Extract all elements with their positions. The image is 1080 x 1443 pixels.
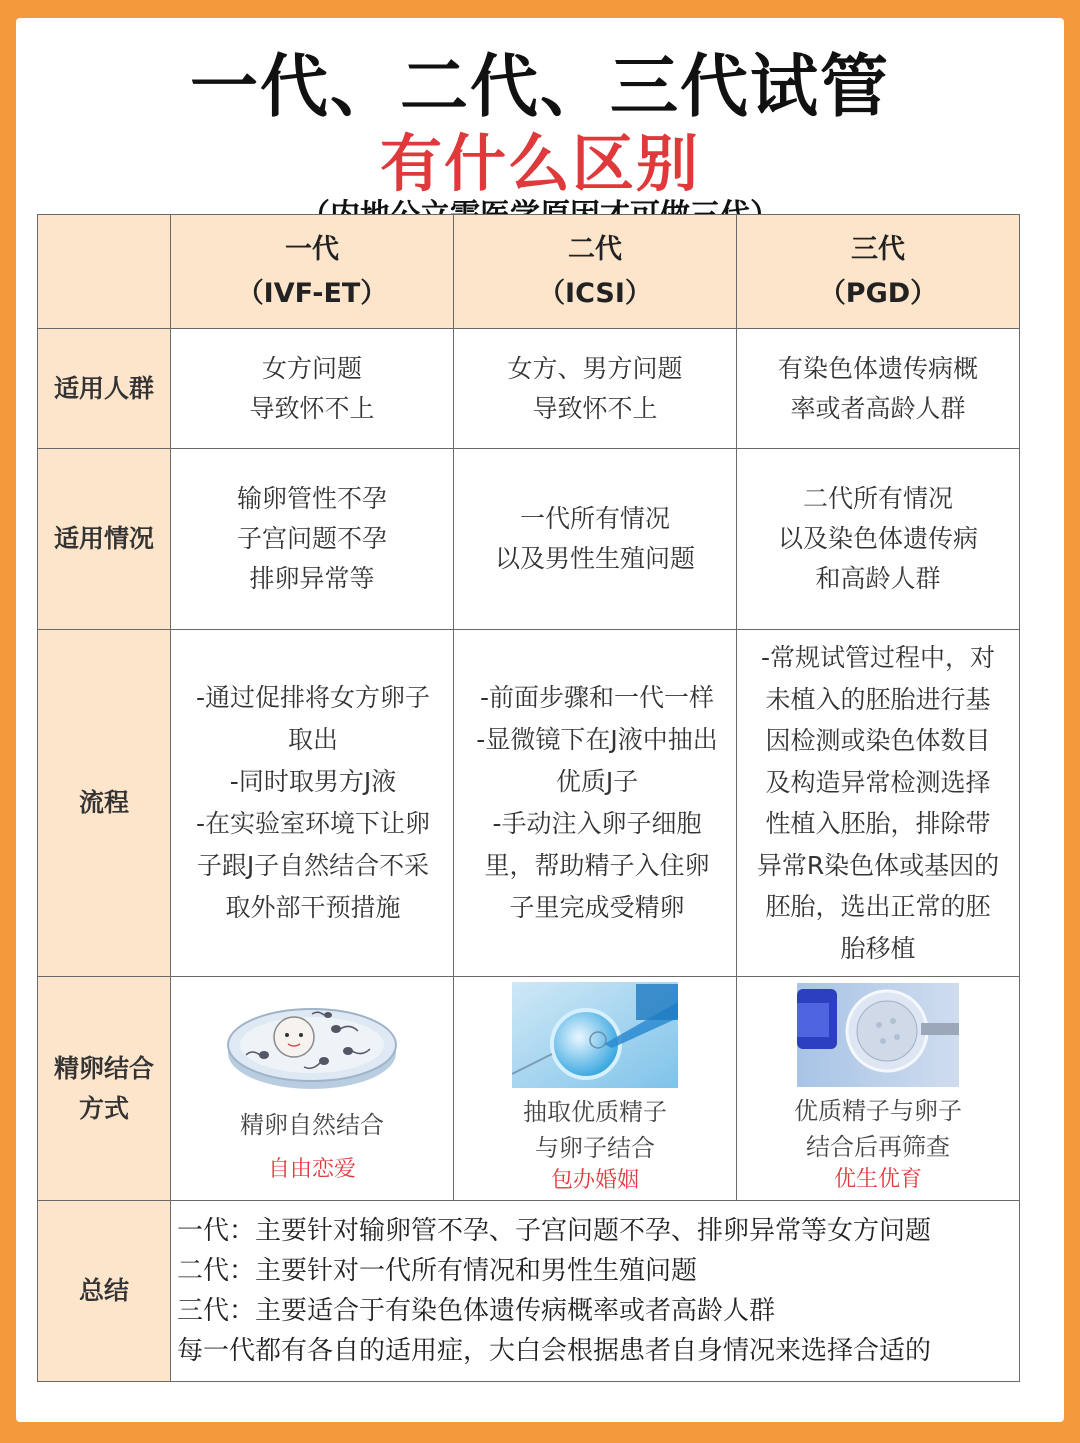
cell-text: -显微镜下在J液中抽出 <box>476 725 718 754</box>
cell-text: 性植入胚胎，排除带 <box>765 809 991 838</box>
cell-situation-gen1 <box>171 449 454 630</box>
cell-process-gen1 <box>171 630 454 977</box>
embryo-screening-icon <box>797 983 959 1087</box>
cell-text: 率或者高龄人群 <box>790 393 966 423</box>
cell-method-gen2 <box>454 977 737 1201</box>
cell-text: 及构造异常检测选择 <box>765 767 991 797</box>
method-caption: 与卵子结合 <box>535 1133 655 1162</box>
cell-text: 排卵异常等 <box>249 564 375 593</box>
cell-text: -常规试管过程中，对 <box>760 643 996 672</box>
method-caption: 精卵自然结合 <box>240 1110 384 1139</box>
cell-text: 里，帮助精子入住卵 <box>484 851 710 880</box>
header-row <box>38 215 1020 329</box>
summary-line: 一代：主要针对输卵管不孕、子宫问题不孕、排卵异常等女方问题 <box>177 1216 932 1246</box>
row-label-summary: 总结 <box>38 1201 171 1382</box>
header-gen-abbr: （PGD） <box>818 277 938 309</box>
header-gen-abbr: （ICSI） <box>538 277 652 309</box>
comparison-table <box>37 214 1020 1382</box>
header-gen-name: 一代 <box>285 233 339 265</box>
method-tag: 自由恋爱 <box>267 1156 356 1182</box>
cell-text: 子跟J子自然结合不采 <box>196 851 430 880</box>
row-label-population: 适用人群 <box>38 329 171 449</box>
row-method <box>38 977 1020 1201</box>
cell-population-gen1 <box>171 329 454 449</box>
row-process <box>38 630 1020 977</box>
row-label-process: 流程 <box>38 630 171 977</box>
cell-text: 以及男性生殖问题 <box>494 544 695 573</box>
cell-text: 胎移植 <box>840 933 916 963</box>
method-caption: 抽取优质精子 <box>523 1097 667 1126</box>
cell-process-gen3 <box>737 630 1020 977</box>
summary-line: 每一代都有各自的适用症，大白会根据患者自身情况来选择合适的 <box>177 1336 932 1366</box>
cell-text: 取出 <box>287 725 338 754</box>
header-gen-name: 二代 <box>568 233 622 265</box>
cell-population-gen2 <box>454 329 737 449</box>
cell-text: 胚胎，选出正常的胚 <box>765 892 991 921</box>
header-gen2 <box>454 215 737 329</box>
cell-text: -前面步骤和一代一样 <box>479 683 715 712</box>
microinjection-icon <box>512 982 678 1088</box>
row-label-line: 精卵结合 <box>53 1053 154 1083</box>
page-title: 一代、二代、三代试管 <box>189 48 890 127</box>
cell-text: -同时取男方J液 <box>229 767 397 796</box>
header-gen-abbr: （IVF-ET） <box>236 277 388 309</box>
summary-cell <box>171 1201 1020 1382</box>
cell-text: -通过促排将女方卵子 <box>195 683 431 712</box>
cell-situation-gen3 <box>737 449 1020 630</box>
row-label-line: 方式 <box>78 1093 129 1123</box>
row-situation <box>38 449 1020 630</box>
cell-text: 异常R染色体或基因的 <box>756 850 1000 880</box>
row-label-situation: 适用情况 <box>38 449 171 630</box>
method-caption: 结合后再筛查 <box>806 1132 950 1161</box>
summary-line: 二代：主要针对一代所有情况和男性生殖问题 <box>177 1256 698 1286</box>
cell-method-gen3 <box>737 977 1020 1201</box>
header-gen1 <box>171 215 454 329</box>
cell-situation-gen2 <box>454 449 737 630</box>
cell-text: 取外部干预措施 <box>225 893 401 922</box>
page-subtitle: 有什么区别 <box>379 127 700 200</box>
cell-population-gen3 <box>737 329 1020 449</box>
cell-text: 未植入的胚胎进行基 <box>765 684 991 714</box>
cell-text: 输卵管性不孕 <box>236 484 387 513</box>
summary-line: 三代：主要适合于有染色体遗传病概率或者高龄人群 <box>177 1296 776 1326</box>
cell-text: 二代所有情况 <box>802 484 953 513</box>
cell-text: 子宫问题不孕 <box>236 524 387 553</box>
row-summary <box>38 1201 1020 1382</box>
header-gen3 <box>737 215 1020 329</box>
cell-text: 因检测或染色体数目 <box>765 726 991 755</box>
method-tag: 包办婚姻 <box>550 1167 639 1193</box>
cell-text: 导致怀不上 <box>532 393 658 423</box>
cell-text: 一代所有情况 <box>519 504 670 533</box>
cell-text: 优质J子 <box>555 767 639 796</box>
method-tag: 优生优育 <box>833 1166 922 1192</box>
row-label-method <box>38 977 171 1201</box>
petri-dish-icon <box>224 993 400 1093</box>
cell-method-gen1 <box>171 977 454 1201</box>
header-gen-name: 三代 <box>851 233 905 265</box>
cell-text: 有染色体遗传病概 <box>777 353 978 383</box>
cell-text: -手动注入卵子细胞 <box>492 809 702 838</box>
cell-text: -在实验室环境下让卵 <box>195 809 431 838</box>
row-population <box>38 329 1020 449</box>
cell-text: 和高龄人群 <box>815 564 941 593</box>
cell-text: 女方问题 <box>261 353 362 383</box>
cell-text: 以及染色体遗传病 <box>777 524 978 553</box>
cell-process-gen2 <box>454 630 737 977</box>
header-corner <box>38 215 171 329</box>
method-caption: 优质精子与卵子 <box>794 1096 962 1125</box>
cell-text: 女方、男方问题 <box>507 353 683 383</box>
cell-text: 导致怀不上 <box>249 393 375 423</box>
cell-text: 子里完成受精卵 <box>509 893 685 922</box>
